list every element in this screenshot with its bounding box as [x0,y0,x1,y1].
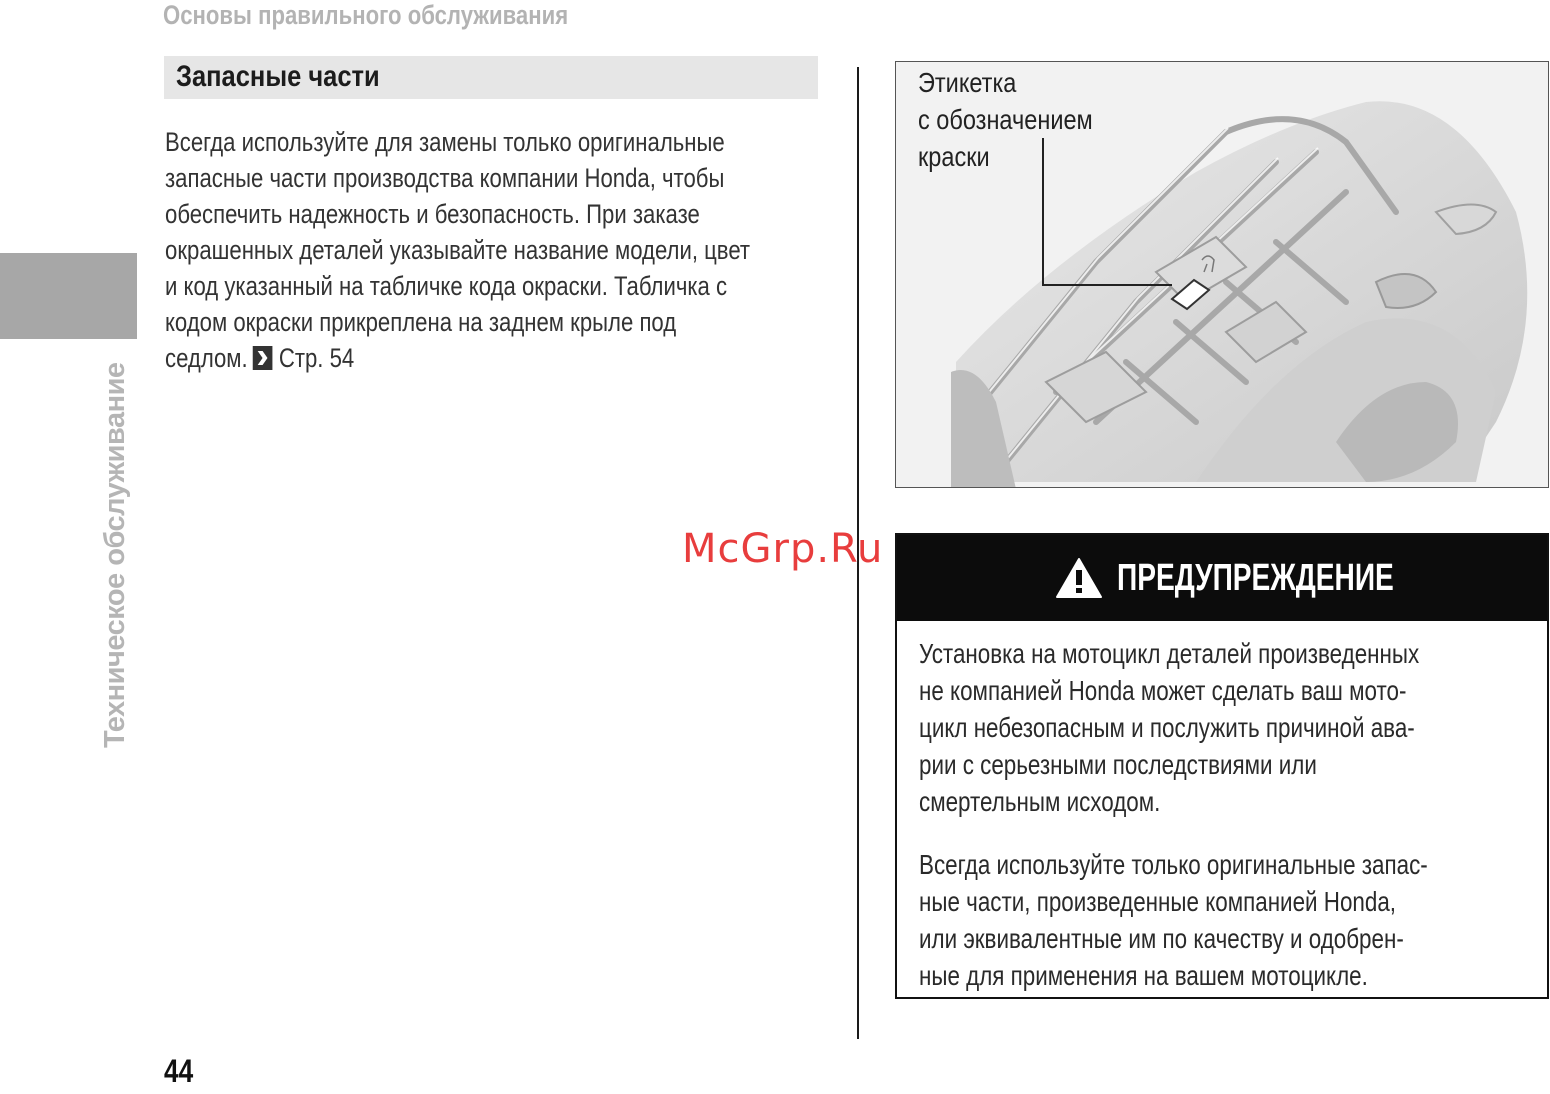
body-line: обеспечить надежность и безопасность. При заказе [165,199,700,229]
paint-label-callout [918,64,1093,175]
warning-line: не компанией Honda может сделать ваш мото- [919,675,1407,706]
warning-line: Всегда используйте только оригинальные запас- [919,849,1428,880]
running-header: Основы правильного обслуживания [163,0,569,30]
warning-header [897,535,1547,621]
body-line: и код указанный на табличке кода окраски. Табличка с [165,271,728,301]
warning-line: ные части, произведенные компанией Honda, [919,886,1396,917]
body-line: Всегда используйте для замены только оригинальные [165,127,725,157]
callout-line: с обозначением [918,104,1093,135]
warning-line: Установка на мотоцикл деталей произведенных [919,638,1420,669]
warning-line: смертельным исходом. [919,786,1161,817]
body-last-line [165,340,846,376]
body-line: седлом. [165,343,248,373]
warning-line: цикл небезопасным и послужить причиной ава- [919,712,1415,743]
body-line: окрашенных деталей указывайте название модели, цвет [165,235,751,265]
warning-line: рии с серьезными последствиями или [919,749,1317,780]
chapter-tab [0,253,137,339]
section-body [165,124,846,376]
body-line: кодом окраски прикреплена на заднем крыле под [165,307,677,337]
motorcycle-rear-figure [895,61,1549,488]
page-reference-link[interactable]: Стр. 54 [278,343,355,373]
arrow-reference-icon [253,346,273,370]
body-line: запасные части производства компании Honda, чтобы [165,163,725,193]
warning-paragraph-2 [919,846,1527,994]
callout-line: Этикетка [918,67,1017,98]
warning-triangle-icon [1055,557,1103,599]
section-title: Запасные части [176,60,380,93]
warning-title: ПРЕДУПРЕЖДЕНИЕ [1117,557,1394,599]
warning-body [919,635,1527,994]
chapter-label: Техническое обслуживание [99,362,131,748]
warning-line: или эквивалентные им по качеству и одобрен- [919,923,1404,954]
callout-line: краски [918,141,990,172]
warning-line: ные для применения на вашем мотоцикле. [919,960,1368,991]
warning-box [895,533,1549,999]
watermark-text: McGrp.Ru [682,526,884,572]
section-title-bar [164,56,818,99]
page-number: 44 [164,1053,194,1089]
